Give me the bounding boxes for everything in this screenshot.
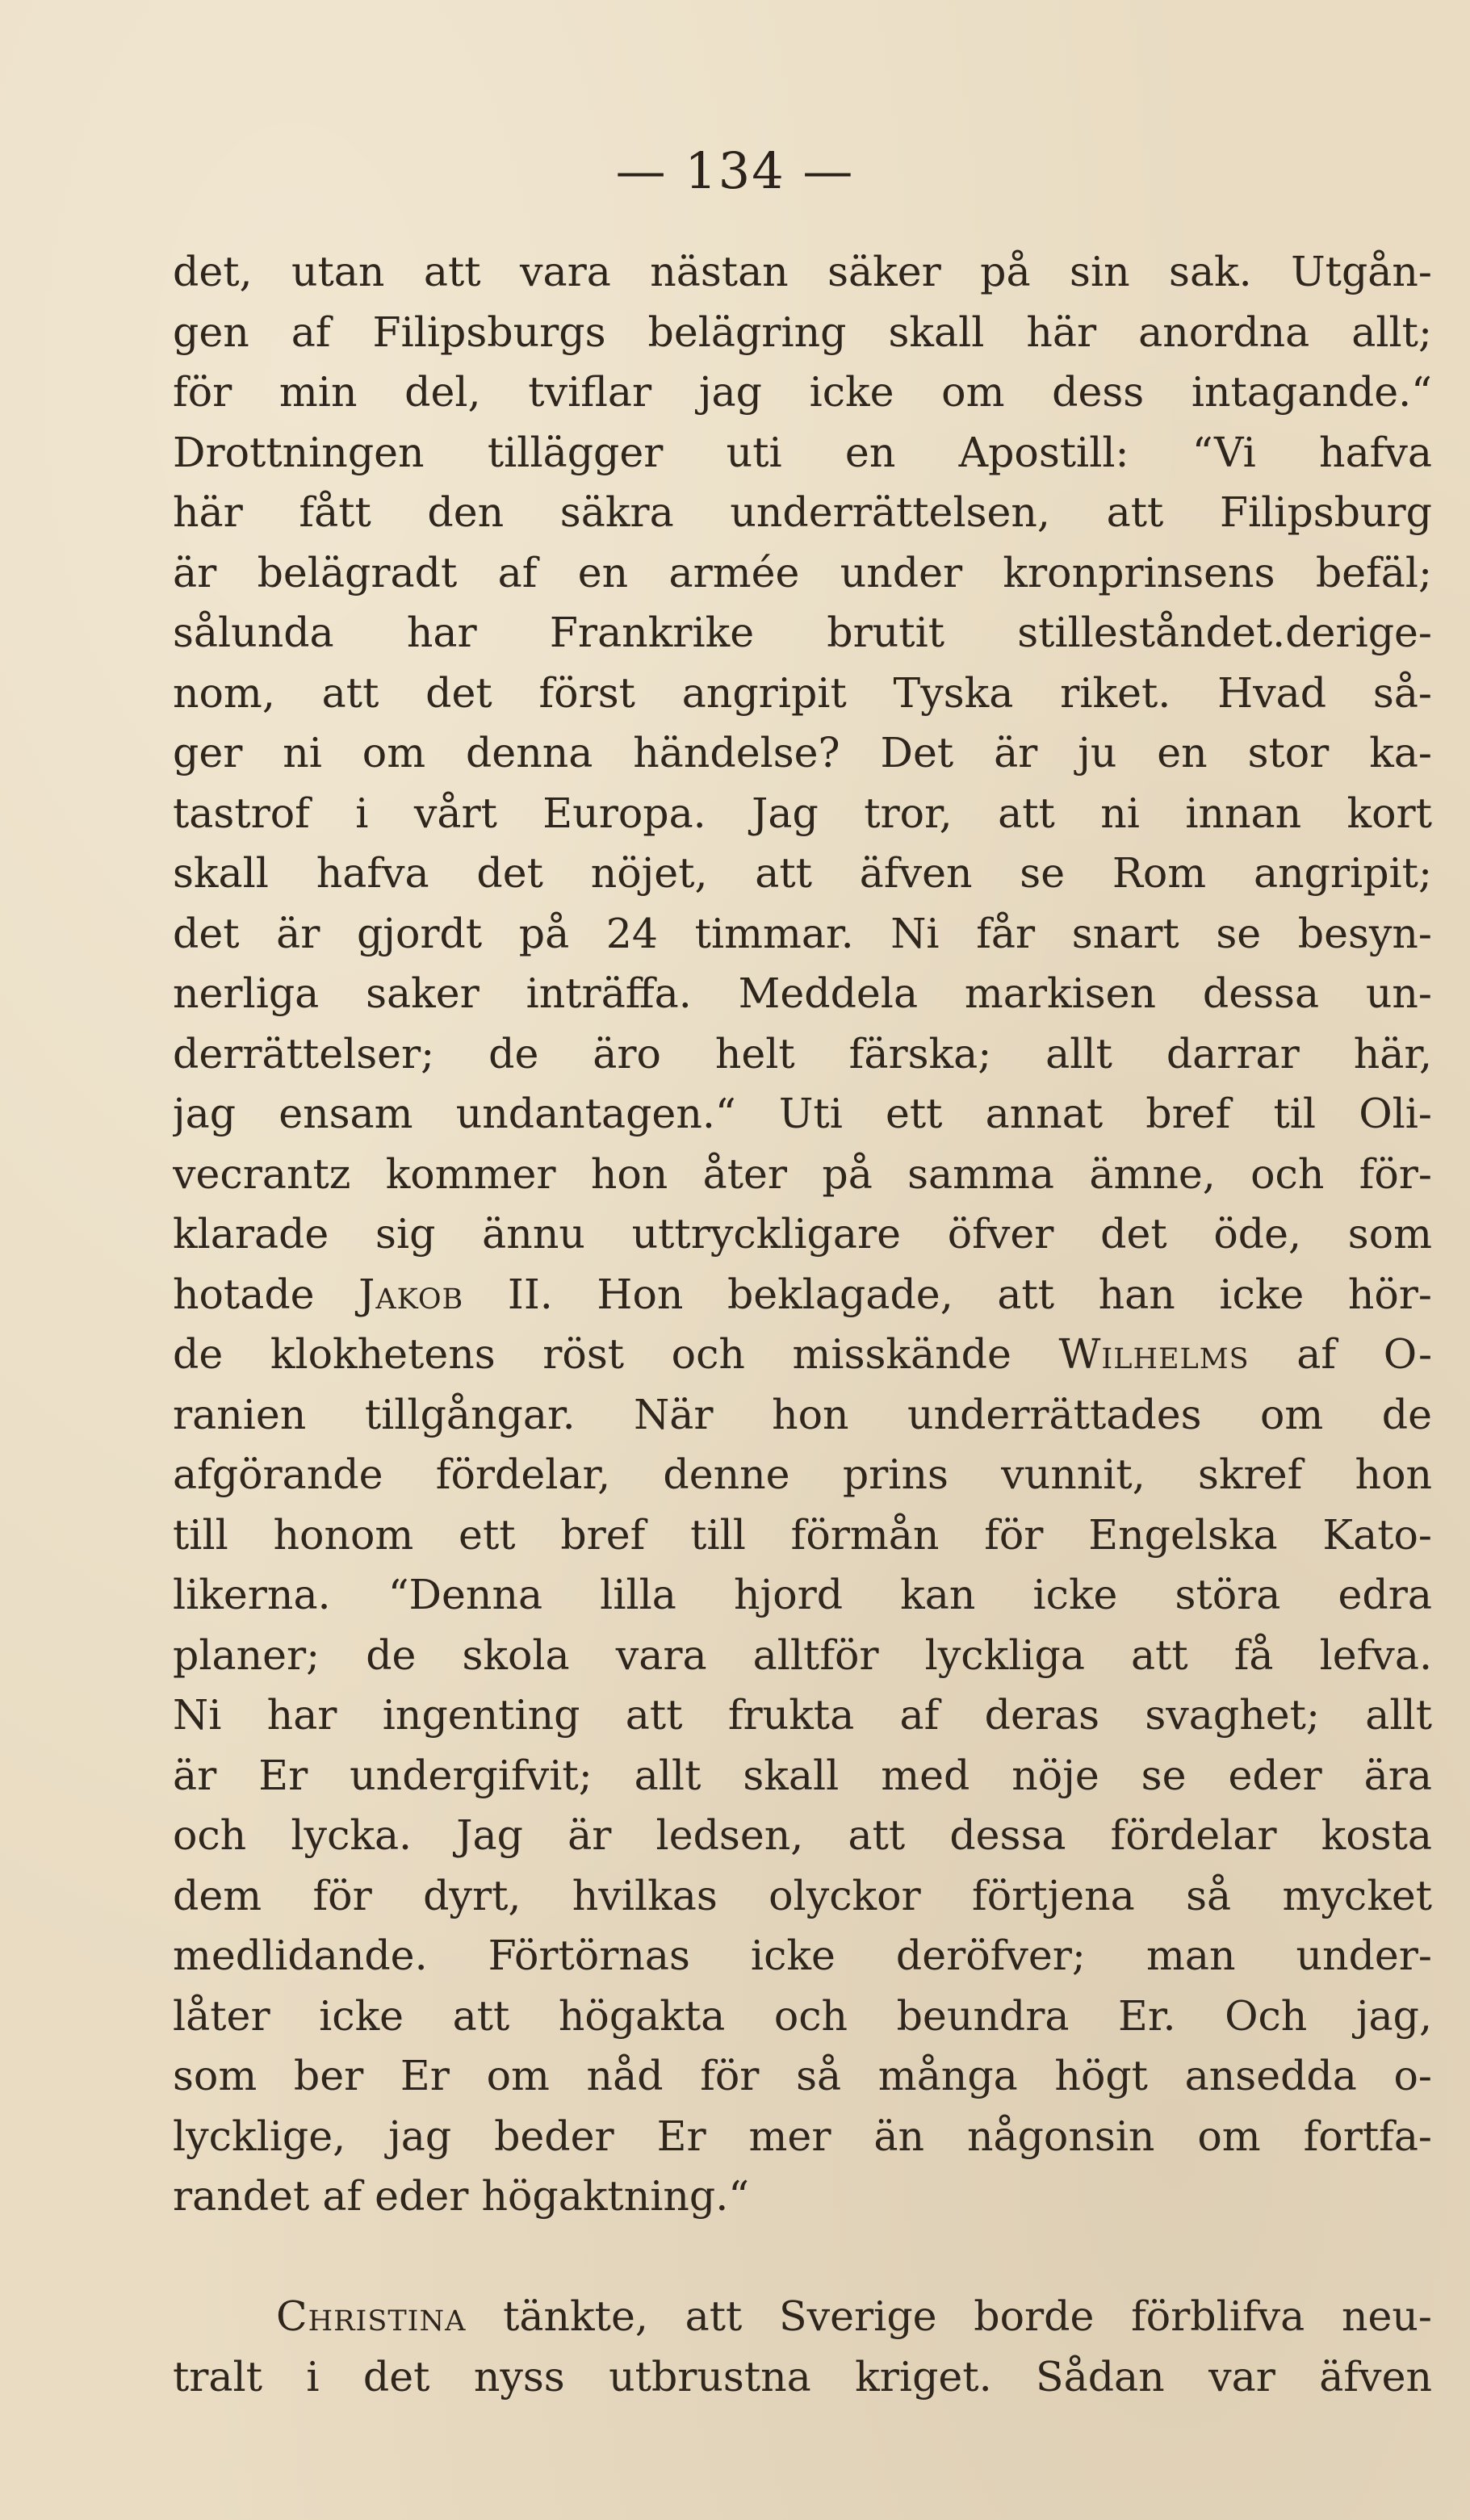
text-line: till honom ett bref till förmån för Engelska Kato- [173,1510,1432,1559]
text-line: medlidande. Förtörnas icke deröfver; man under- [173,1932,1432,1979]
text-line: det, utan att vara nästan säker på sin sak. Utgån- [173,248,1432,295]
text-line: dem för dyrt, hvilkas olyckor förtjena så mycket [173,1871,1432,1919]
text-line: som ber Er om nåd för så många högt ansedda o- [173,2052,1432,2099]
text-line: är belägradt af en armée under kronprinsens befäl; [173,548,1432,597]
text-line: och lycka. Jag är ledsen, att dessa fördelar kosta [173,1811,1432,1859]
text-line: Drottningen tillägger uti en Apostill: “Vi hafva [173,428,1432,476]
text-line: här fått den säkra underrättelsen, att Filipsburg [173,488,1432,536]
paragraph-gap [173,2227,1432,2288]
text-line: tastrof i vårt Europa. Jag tror, att ni innan kort [173,789,1432,837]
text-line: klarade sig ännu uttryckligare öfver det öde, som [173,1210,1432,1258]
page-number: — 134 — [615,141,855,200]
text-line: ranien tillgångar. När hon underrättades om de [173,1390,1432,1438]
text-line: nom, att det först angripit Tyska riket. Hvad så- [173,668,1432,717]
text-line: gen af Filipsburgs belägring skall här anordna allt; [173,308,1432,356]
text-line: Ni har ingenting att frukta af deras svaghet; allt [173,1691,1432,1739]
text-line: nerliga saker inträffa. Meddela markisen dessa un- [173,969,1432,1017]
text-line: tralt i det nyss utbrustna kriget. Sådan var äfven [173,2352,1432,2401]
small-caps-name: Jakob [358,1270,464,1318]
text-line: jag ensam undantagen.“ Uti ett annat bref til Oli- [173,1090,1432,1137]
text-line: skall hafva det nöjet, att äfven se Rom angripit; [173,849,1432,897]
text-line: Christina tänkte, att Sverige borde förblifva neu- [276,2292,1432,2340]
text-line: planer; de skola vara alltför lyckliga att få lefva. [173,1630,1432,1679]
small-caps-name: Christina [276,2292,467,2340]
text-line: för min del, tviflar jag icke om dess intagande.“ [173,368,1432,416]
text-line: låter icke att högakta och beundra Er. Och jag, [173,1991,1432,2040]
text-line: det är gjordt på 24 timmar. Ni får snart se besyn- [173,909,1432,957]
text-line: afgörande fördelar, denne prins vunnit, skref hon [173,1450,1432,1498]
text-line: de klokhetens röst och misskände Wilhelms af O- [173,1330,1432,1378]
text-line: derrättelser; de äro helt färska; allt darrar här, [173,1029,1432,1078]
paragraph-1 [173,242,1432,2227]
text-line: sålunda har Frankrike brutit stilleståndet.derige- [173,609,1432,656]
paragraph-2 [173,2287,1432,2407]
page-body [173,242,1432,2407]
text-line: likerna. “Denna lilla hjord kan icke störa edra [173,1571,1432,1618]
text-line: hotade Jakob II. Hon beklagade, att han icke hör- [173,1270,1432,1318]
text-line: vecrantz kommer hon åter på samma ämne, och för- [173,1149,1432,1198]
small-caps-name: Wilhelms [1058,1330,1250,1378]
text-line: randet af eder högaktning.“ [173,2172,750,2220]
text-line: är Er undergifvit; allt skall med nöje se eder ära [173,1751,1432,1799]
text-line: lycklige, jag beder Er mer än någonsin om fortfa- [173,2112,1432,2160]
text-line: ger ni om denna händelse? Det är ju en stor ka- [173,729,1432,777]
